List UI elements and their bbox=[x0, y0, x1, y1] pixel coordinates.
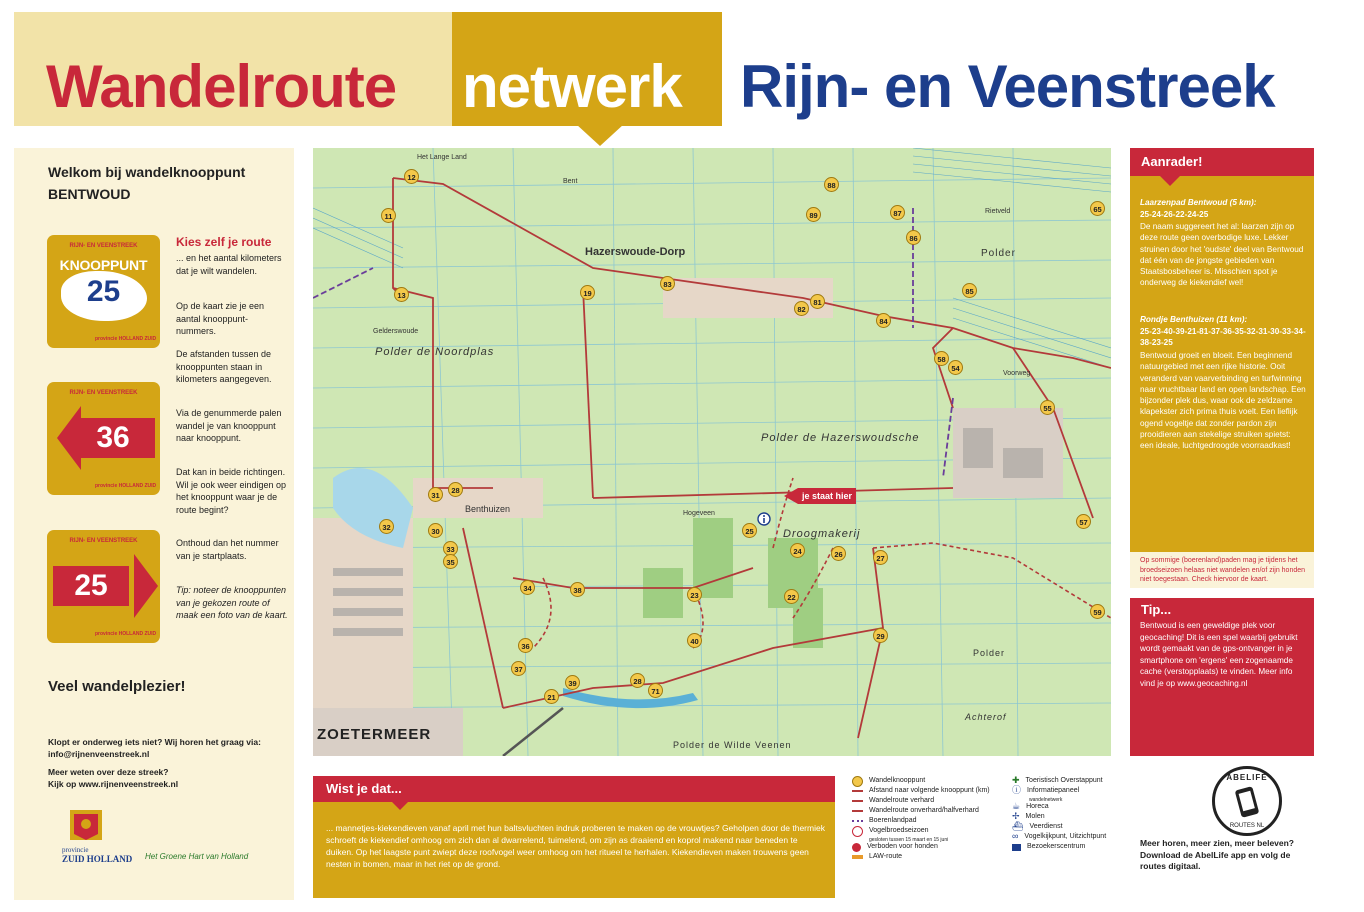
windmill-icon: ✢ bbox=[1012, 811, 1020, 822]
node-55[interactable]: 55 bbox=[1040, 400, 1055, 415]
you-are-here-label: je staat hier bbox=[798, 488, 856, 504]
arrow-right-icon bbox=[134, 554, 158, 618]
legend-unpaved: Wandelroute onverhard/halfverhard bbox=[869, 807, 979, 815]
cafe-icon: ☕ bbox=[1012, 801, 1021, 812]
label-polder-wilde-veenen: Polder de Wilde Veenen bbox=[673, 740, 792, 750]
legend-paved: Wandelroute verhard bbox=[869, 797, 935, 805]
legend-viewpoint: Vogelkijkpunt, Uitzichtpunt bbox=[1024, 833, 1107, 841]
label-hazerswoude: Hazerswoude-Dorp bbox=[585, 246, 686, 258]
legend-law-route: LAW-route bbox=[869, 853, 903, 861]
label-achterof: Achterof bbox=[965, 712, 1007, 722]
tip-text: Tip: noteer de knooppunten van je gekozen route of maak een foto van de kaart. bbox=[176, 585, 288, 620]
title-region: Rijn- en Veenstreek bbox=[740, 53, 1275, 120]
node-59[interactable]: 59 bbox=[1090, 604, 1105, 619]
legend-column-2 bbox=[1012, 776, 1130, 852]
breeding-note: Op sommige (boerenland)paden mag je tijdens het broedseizoen helaas niet wandelen en/of zijn honden niet toegestaan. Check hiervoor de kaart. bbox=[1140, 557, 1306, 583]
label-bent: Bent bbox=[563, 178, 578, 185]
abelife-logo-sub: ROUTES NL bbox=[1229, 823, 1265, 829]
label-polder-noordplas: Polder de Noordplas bbox=[375, 346, 495, 358]
node-28-south[interactable]: 28 bbox=[630, 673, 645, 688]
abelife-text: Meer horen, meer zien, meer beleven? Download de AbelLife app en volg de routes digitaal. bbox=[1140, 838, 1295, 871]
node-30[interactable]: 30 bbox=[428, 523, 443, 538]
svg-text:provincie: provincie bbox=[62, 846, 89, 854]
you-are-here-pointer bbox=[784, 488, 798, 504]
legend-node: Wandelknooppunt bbox=[869, 777, 926, 785]
node-89[interactable]: 89 bbox=[806, 207, 821, 222]
map-canvas bbox=[313, 148, 1111, 756]
node-31[interactable]: 31 bbox=[428, 487, 443, 502]
route-map[interactable] bbox=[313, 148, 1111, 756]
intro-text-6: Onthoud dan het nummer van je startplaats. bbox=[176, 538, 279, 561]
node-82[interactable]: 82 bbox=[794, 301, 809, 316]
label-droogmakerij: Droogmakerij bbox=[783, 528, 861, 540]
kies-heading: Kies zelf je route bbox=[176, 235, 272, 249]
node-86[interactable]: 86 bbox=[906, 230, 921, 245]
card-number: 25 bbox=[74, 569, 108, 602]
node-marker-icon bbox=[852, 776, 863, 787]
contact-line-1: Klopt er onderweg iets niet? Wij horen het graag via: bbox=[48, 737, 261, 747]
node-29[interactable]: 29 bbox=[873, 628, 888, 643]
label-polder-right: Polder bbox=[973, 648, 1006, 658]
node-83[interactable]: 83 bbox=[660, 276, 675, 291]
welcome-heading: Welkom bij wandelknooppunt bbox=[48, 164, 246, 180]
node-65[interactable]: 65 bbox=[1090, 201, 1105, 216]
transfer-point-icon: ✚ bbox=[1012, 775, 1020, 786]
legend-ferry: Veerdienst bbox=[1029, 823, 1063, 831]
card-brand: RIJN- EN VEENSTREEK bbox=[69, 390, 138, 396]
node-87[interactable]: 87 bbox=[890, 205, 905, 220]
node-39[interactable]: 39 bbox=[565, 675, 580, 690]
contact-website[interactable]: Kijk op www.rijnenveenstreek.nl bbox=[48, 779, 179, 789]
route1-nodes: 25-24-26-22-24-25 bbox=[1140, 210, 1209, 219]
node-27[interactable]: 27 bbox=[873, 550, 888, 565]
label-zoetermeer: ZOETERMEER bbox=[317, 726, 432, 743]
node-54[interactable]: 54 bbox=[948, 360, 963, 375]
contact-email[interactable]: info@rijnenveenstreek.nl bbox=[48, 749, 150, 759]
node-85[interactable]: 85 bbox=[962, 283, 977, 298]
node-26[interactable]: 26 bbox=[831, 546, 846, 561]
info-icon: ⓘ bbox=[1012, 785, 1022, 796]
label-voorweg: Voorweg bbox=[1003, 370, 1031, 377]
law-route-icon bbox=[852, 855, 863, 859]
intro-text-3: De afstanden tussen de knooppunten staan in kilometers aangegeven. bbox=[176, 349, 272, 384]
node-81[interactable]: 81 bbox=[810, 294, 825, 309]
contact-line-3: Meer weten over deze streek? bbox=[48, 767, 169, 777]
info-panel-icon[interactable] bbox=[757, 512, 771, 526]
header-pointer bbox=[576, 124, 624, 146]
groene-hart-logo: Het Groene Hart van Holland bbox=[145, 852, 249, 861]
node-12[interactable]: 12 bbox=[404, 169, 419, 184]
zuid-holland-logo bbox=[60, 806, 132, 866]
arrow-left-card bbox=[47, 382, 160, 495]
unpaved-route-icon bbox=[852, 810, 863, 812]
card-footer: provincie HOLLAND ZUID bbox=[95, 336, 157, 342]
wist-je-dat-title: Wist je dat... bbox=[326, 781, 402, 796]
node-40[interactable]: 40 bbox=[687, 633, 702, 648]
legend-mill: Molen bbox=[1025, 813, 1045, 821]
wist-pointer bbox=[390, 800, 410, 810]
card-label: KNOOPPUNT bbox=[59, 257, 148, 273]
legend-column-1 bbox=[852, 776, 1002, 862]
label-polder-hazerswoudsche: Polder de Hazerswoudsche bbox=[761, 432, 920, 444]
node-35[interactable]: 35 bbox=[443, 554, 458, 569]
label-het-lange-land: Het Lange Land bbox=[417, 154, 467, 161]
title-wandelroute: Wandelroute bbox=[46, 53, 397, 120]
node-22[interactable]: 22 bbox=[784, 589, 799, 604]
route2-title: Rondje Benthuizen (11 km): bbox=[1140, 315, 1248, 324]
ferry-icon: ⛴ bbox=[1012, 821, 1024, 832]
arrow-right-card bbox=[47, 530, 160, 643]
card-number: 36 bbox=[96, 421, 130, 454]
node-28[interactable]: 28 bbox=[448, 482, 463, 497]
card-footer: provincie HOLLAND ZUID bbox=[95, 631, 157, 637]
node-71[interactable]: 71 bbox=[648, 683, 663, 698]
abelife-logo[interactable] bbox=[1212, 766, 1282, 836]
legend-farm-path: Boerenlandpad bbox=[869, 817, 917, 825]
card-brand: RIJN- EN VEENSTREEK bbox=[69, 538, 138, 544]
node-88[interactable]: 88 bbox=[824, 177, 839, 192]
node-13[interactable]: 13 bbox=[394, 287, 409, 302]
card-number: 25 bbox=[86, 275, 121, 308]
node-11[interactable]: 11 bbox=[381, 208, 396, 223]
node-34[interactable]: 34 bbox=[520, 580, 535, 595]
node-38[interactable]: 38 bbox=[570, 582, 585, 597]
legend-info-sub: wandelnetwerk bbox=[1029, 797, 1063, 803]
legend-bird-season-sub: gesloten tussen 15 maart en 15 juni bbox=[869, 837, 949, 843]
label-gelderswoude: Gelderswoude bbox=[373, 328, 419, 335]
route2-nodes: 25-23-40-39-21-81-37-36-35-32-31-30-33-34-38-23-25 bbox=[1140, 327, 1306, 348]
node-37[interactable]: 37 bbox=[511, 661, 526, 676]
card-brand: RIJN- EN VEENSTREEK bbox=[69, 243, 138, 249]
aanrader-title: Aanrader! bbox=[1141, 154, 1203, 169]
aanrader-pointer bbox=[1160, 176, 1180, 186]
legend-transfer: Toeristisch Overstappunt bbox=[1025, 777, 1103, 785]
intro-text-1: ... en het aantal kilometers dat je wilt wandelen. bbox=[176, 253, 282, 276]
tip-title: Tip... bbox=[1141, 602, 1172, 617]
knooppunt-card bbox=[47, 235, 160, 348]
node-23[interactable]: 23 bbox=[687, 587, 702, 602]
route1-text: De naam suggereert het al: laarzen zijn op deze route geen overbodige luxe. Lekker struinen door het 'oudste' deel van Bentwoud dat één van de jongste gebieden van Staatsbosbeheer is. Misschien spot je onderweg de kiekendief wel! bbox=[1140, 222, 1304, 288]
card-footer: provincie HOLLAND ZUID bbox=[95, 483, 157, 489]
visitor-center-icon bbox=[1012, 844, 1021, 851]
svg-text:ZUID HOLLAND: ZUID HOLLAND bbox=[62, 854, 132, 864]
node-19[interactable]: 19 bbox=[580, 285, 595, 300]
binoculars-icon: ∞ bbox=[1012, 831, 1019, 842]
legend-bird-season: Vogelbroedseizoen bbox=[869, 827, 929, 835]
abelife-logo-text: ABELIFE bbox=[1226, 773, 1268, 782]
label-polder-top: Polder bbox=[981, 248, 1016, 259]
node-24[interactable]: 24 bbox=[790, 543, 805, 558]
label-hogeveen: Hogeveen bbox=[683, 510, 715, 517]
intro-text-4: Via de genummerde palen wandel je van knooppunt naar knooppunt. bbox=[176, 408, 282, 443]
wist-je-dat-text: ... mannetjes-kiekendieven vanaf april met hun baltsvluchten indruk proberen te maken op de vrouwtjes? Geholpen door de thermiek schroeft de kiekendief omhoog om zich dan al dwarrelend, tuimelend, om zijn as draaiend en koprol makend naar beneden te duiken. Op het laagste punt zwiept deze roofvogel weer omhoog om het ritueel te herhalen. Kiekendieven maken trouwens geen nesten in bomen, maar in het riet op de grond. bbox=[326, 823, 825, 869]
bird-season-icon bbox=[852, 826, 863, 837]
node-84[interactable]: 84 bbox=[876, 313, 891, 328]
node-36[interactable]: 36 bbox=[518, 638, 533, 653]
wandelplezier-text: Veel wandelplezier! bbox=[48, 678, 186, 695]
tip-text-geocaching: Bentwoud is een geweldige plek voor geocaching! Dit is een spel waarbij gebruikt wordt gemaakt van de gps-ontvanger in je smartphone om 'ergens' een zogenaamde cache (verstopplaats) te vinden. Meer info vind je op www.geocaching.nl bbox=[1140, 621, 1298, 688]
route2-text: Bentwoud groeit en bloeit. Een beginnend natuurgebied met een rijke historie. Ooit veranderd van vaarverbinding en turfwinning naar vruchtbaar land en open landschap. Een bijzonder plek dus, waar ook de zeldzame klapekster zich prima thuis voelt. Een lieflijk ogend vogeltje dat zonder pardon zijn prooidieren aan stekelige struiken spietst: een ideale, luchtgedroogde voorraadkast! bbox=[1140, 351, 1306, 451]
node-58[interactable]: 58 bbox=[934, 351, 949, 366]
paved-route-icon bbox=[852, 800, 863, 802]
legend-visitor-center: Bezoekerscentrum bbox=[1027, 843, 1086, 851]
label-benthuizen: Benthuizen bbox=[465, 504, 511, 514]
legend-horeca: Horeca bbox=[1026, 803, 1049, 811]
intro-text-5: Dat kan in beide richtingen. Wil je ook weer eindigen op het knooppunt waar je de route begint? bbox=[176, 467, 287, 515]
legend-info: Informatiepaneel bbox=[1027, 787, 1080, 795]
location-name: BENTWOUD bbox=[48, 186, 131, 202]
legend-distance: Afstand naar volgende knooppunt (km) bbox=[869, 787, 990, 795]
farm-path-icon bbox=[852, 820, 863, 822]
node-32[interactable]: 32 bbox=[379, 519, 394, 534]
label-rietveld: Rietveld bbox=[985, 208, 1011, 215]
node-25[interactable]: 25 bbox=[742, 523, 757, 538]
node-57[interactable]: 57 bbox=[1076, 514, 1091, 529]
distance-icon bbox=[852, 790, 863, 792]
title-netwerk: netwerk bbox=[462, 53, 682, 120]
legend-no-dogs: Verboden voor honden bbox=[867, 843, 938, 851]
intro-text-2: Op de kaart zie je een aantal knooppunt-nummers. bbox=[176, 301, 265, 336]
node-33[interactable]: 33 bbox=[443, 541, 458, 556]
no-dogs-icon bbox=[852, 843, 861, 852]
route1-title: Laarzenpad Bentwoud (5 km): bbox=[1140, 198, 1257, 207]
coat-of-arms-icon bbox=[60, 806, 132, 866]
node-21[interactable]: 21 bbox=[544, 689, 559, 704]
